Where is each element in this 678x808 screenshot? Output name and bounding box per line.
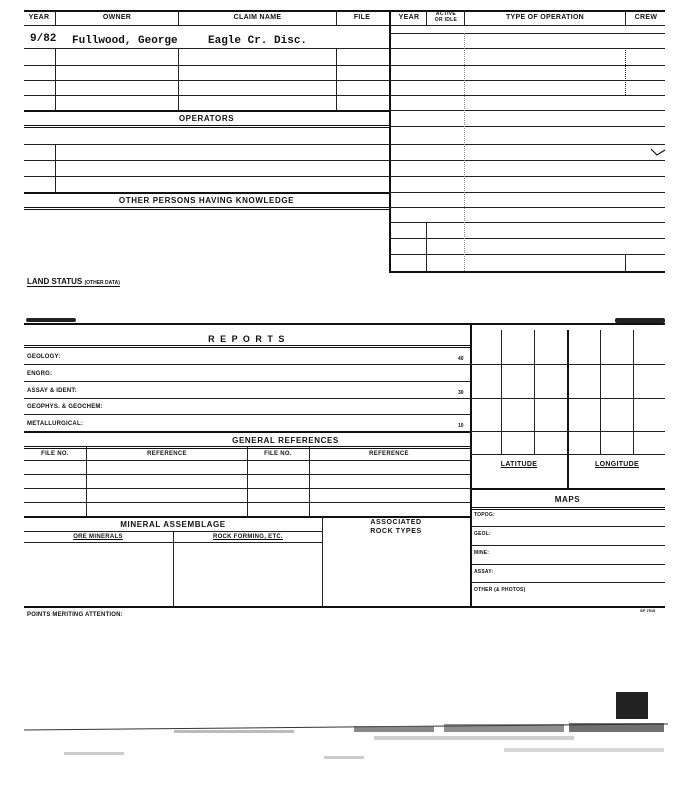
divider: [625, 254, 626, 271]
year2-header: YEAR: [398, 14, 420, 21]
divider: [625, 10, 626, 25]
map-assay-label: ASSAY:: [474, 569, 494, 575]
grid-line: [501, 330, 502, 454]
ref-reference-1-header: REFERENCE: [147, 451, 187, 457]
ops-row-line: [389, 192, 665, 193]
divider: [173, 531, 174, 606]
ops-row-line: [389, 222, 665, 223]
grid-line: [470, 398, 665, 399]
year-header: YEAR: [28, 14, 50, 21]
crew-header: CREW: [634, 14, 658, 21]
map-geol-label: GEOL:: [474, 531, 491, 537]
ops-row-line: [389, 271, 665, 273]
divider: [55, 144, 56, 192]
bottom-top-border: [24, 323, 665, 325]
general-references-title: GENERAL REFERENCES: [232, 436, 339, 445]
owner-row-line: [24, 80, 389, 81]
ops-row-line: [389, 238, 665, 239]
form-number: SP 7515: [640, 608, 656, 613]
divider: [55, 10, 56, 25]
divider: [178, 48, 179, 110]
entry-year: 9/82: [30, 33, 57, 45]
associated-rock-types-line1: ASSOCIATED: [370, 519, 422, 526]
grid-line: [470, 431, 665, 432]
reports-title: R E P O R T S: [208, 334, 286, 344]
maps-line: [470, 545, 665, 546]
grid-line: [600, 330, 601, 454]
divider: [464, 33, 465, 271]
land-status-note: (OTHER DATA): [84, 280, 120, 286]
operators-line: [24, 176, 389, 177]
scan-noise-icon: [24, 718, 668, 768]
divider: [309, 446, 310, 516]
maps-line: [470, 507, 665, 510]
divider: [625, 48, 626, 95]
ore-minerals-header: ORE MINERALS: [73, 534, 123, 540]
associated-rock-types-line2: ROCK TYPES: [370, 528, 422, 535]
references-line: [24, 516, 470, 518]
divider: [247, 446, 248, 516]
maps-line: [470, 564, 665, 565]
ops-row-line: [389, 95, 665, 96]
rock-forming-header: ROCK FORMING, ETC.: [212, 534, 284, 540]
other-persons-title: OTHER PERSONS HAVING KNOWLEDGE: [118, 196, 295, 205]
grid-line: [470, 488, 665, 490]
maps-line: [470, 526, 665, 527]
points-meriting-label: POINTS MERITING ATTENTION:: [27, 612, 123, 618]
entry-claim-name: Eagle Cr. Disc.: [208, 35, 308, 47]
owner-row-line: [24, 95, 389, 96]
ops-row-line: [389, 110, 665, 111]
check-mark-icon: [650, 147, 666, 157]
operators-line: [24, 144, 389, 145]
ops-row-line: [389, 126, 665, 127]
map-other-label: OTHER (& PHOTOS): [474, 587, 526, 593]
divider: [426, 222, 427, 271]
claim-name-header: CLAIM NAME: [233, 14, 282, 21]
operators-title: OPERATORS: [178, 114, 235, 123]
ops-row-line: [389, 207, 665, 208]
header-bottom-line: [24, 25, 665, 26]
ops-row-line: [389, 48, 665, 49]
maps-title: MAPS: [554, 495, 581, 504]
ops-row-line: [389, 65, 665, 66]
scan-block: [616, 692, 648, 719]
ops-row-line: [389, 80, 665, 81]
divider: [336, 10, 337, 25]
ref-reference-2-header: REFERENCE: [369, 451, 409, 457]
divider: [426, 10, 427, 25]
ops-row-line: [389, 144, 665, 145]
owner-header: OWNER: [102, 14, 132, 21]
operators-line: [24, 192, 389, 194]
latitude-label: LATITUDE: [500, 461, 538, 468]
bottom-border: [24, 606, 665, 608]
operators-line: [24, 160, 389, 161]
file-header: FILE: [353, 14, 371, 21]
divider: [178, 10, 179, 25]
active-header-line1: ACTIVE: [435, 11, 457, 17]
land-status-title: LAND STATUS: [27, 277, 83, 286]
ops-row-line: [389, 176, 665, 177]
report-geology-label: GEOLOGY:: [27, 354, 61, 360]
reports-line: [24, 381, 470, 382]
reports-line: [24, 364, 470, 365]
reports-line: [24, 398, 470, 399]
report-geology-code: 40: [458, 356, 464, 362]
divider: [86, 446, 87, 516]
center-divider: [389, 10, 391, 272]
scan-mark: [26, 318, 76, 322]
grid-line: [633, 330, 634, 454]
ref-file-no-2-header: FILE NO.: [264, 451, 292, 457]
divider: [55, 48, 56, 110]
ops-row-line: [389, 160, 665, 161]
owner-row-line: [24, 110, 389, 112]
land-status-label: [27, 277, 120, 287]
divider: [336, 48, 337, 110]
map-mine-label: MINE:: [474, 550, 490, 556]
grid-line: [470, 364, 665, 365]
owner-row-line: [24, 65, 389, 66]
report-assay-label: ASSAY & IDENT:: [27, 388, 77, 394]
reports-line: [24, 414, 470, 415]
report-assay-code: 30: [458, 390, 464, 396]
divider: [464, 10, 465, 25]
type-of-operation-header: TYPE OF OPERATION: [505, 14, 585, 21]
longitude-label: LONGITUDE: [595, 461, 639, 468]
operators-line: [24, 125, 389, 128]
grid-line: [470, 454, 665, 455]
reports-line: [24, 431, 470, 433]
top-border: [24, 10, 665, 12]
ref-file-no-1-header: FILE NO.: [41, 451, 69, 457]
entry-owner: Fullwood, George: [72, 35, 178, 47]
report-geophys-label: GEOPHYS. & GEOCHEM:: [27, 404, 103, 410]
active-header-line2: OR IDLE: [434, 17, 458, 23]
other-persons-line: [24, 207, 389, 210]
reports-line: [24, 345, 470, 348]
ops-row-line: [389, 33, 665, 34]
owner-row-line: [24, 48, 389, 49]
mineral-assemblage-title: MINERAL ASSEMBLAGE: [120, 520, 226, 529]
grid-line: [534, 330, 535, 454]
map-topog-label: TOPOG:: [474, 512, 495, 518]
maps-line: [470, 582, 665, 583]
report-metallurgical-code: 10: [458, 423, 464, 429]
report-engrg-label: ENGRG:: [27, 371, 53, 377]
report-metallurgical-label: METALLURGICAL:: [27, 421, 84, 427]
ops-row-line: [389, 254, 665, 255]
